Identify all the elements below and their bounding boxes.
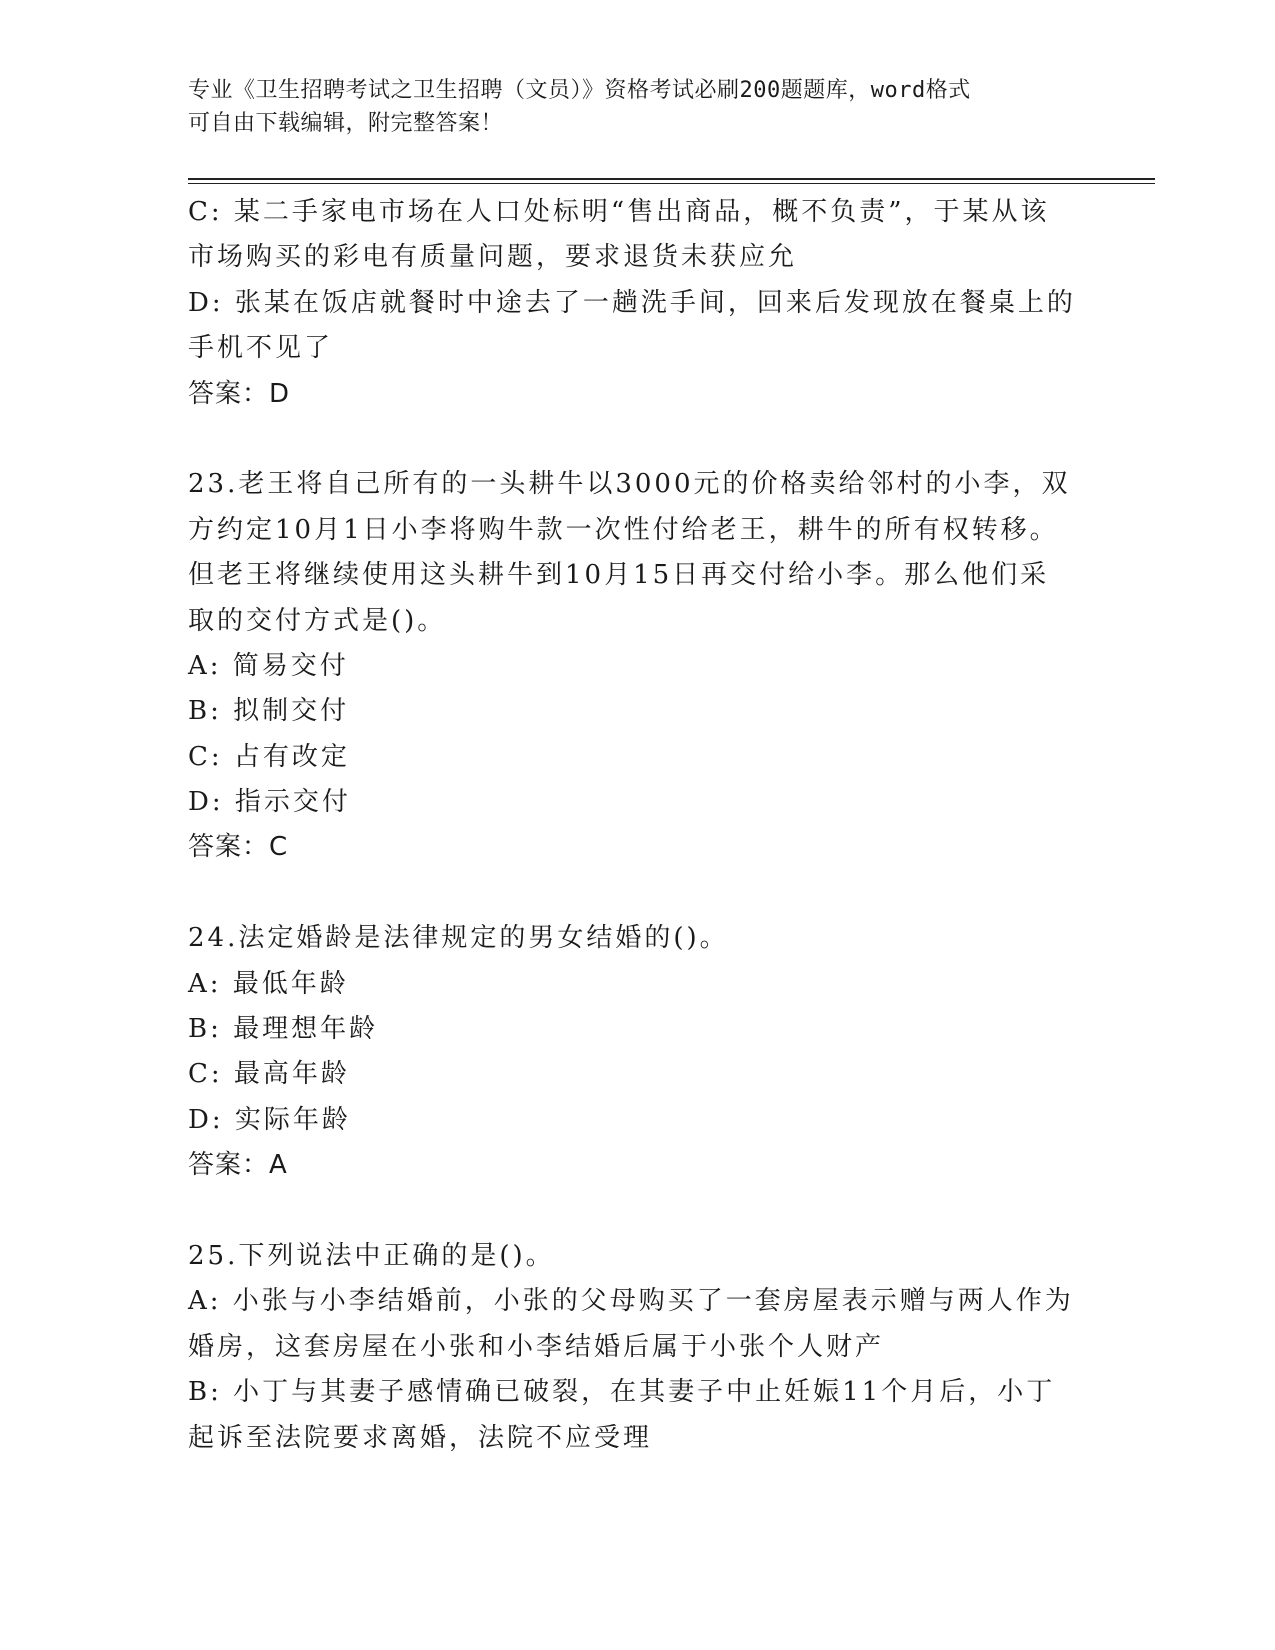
question-stem-cont: 但老王将继续使用这头耕牛到10月15日再交付给小李。那么他们采 (188, 560, 1050, 591)
question-22-continued (188, 190, 1088, 417)
question-stem: 23.老王将自己所有的一头耕牛以3000元的价格卖给邻村的小李，双 (188, 469, 1071, 500)
question-23 (188, 462, 1088, 871)
option-b-cont: 起诉至法院要求离婚，法院不应受理 (188, 1422, 653, 1453)
question-stem-cont: 取的交付方式是()。 (188, 605, 447, 636)
question-stem-cont: 方约定10月1日小李将购牛款一次性付给老王，耕牛的所有权转移。 (188, 514, 1059, 545)
option-a: A: 小张与小李结婚前，小张的父母购买了一套房屋表示赠与两人作为 (188, 1286, 1074, 1317)
option-b: B: 最理想年龄 (188, 1014, 379, 1045)
question-stem: 24.法定婚龄是法律规定的男女结婚的()。 (188, 923, 729, 954)
option-c: C: 占有改定 (188, 741, 350, 772)
document-body (188, 190, 1088, 1461)
option-b: B: 小丁与其妻子感情确已破裂，在其妻子中止妊娠11个月后，小丁 (188, 1377, 1056, 1408)
spacer (188, 871, 1088, 916)
option-d: D: 张某在饭店就餐时中途去了一趟洗手间，回来后发现放在餐桌上的 (188, 287, 1076, 318)
page-header (188, 74, 1088, 140)
header-line-2: 可自由下载编辑，附完整答案！ (188, 111, 504, 136)
answer-label: 答案：A (188, 1150, 288, 1181)
question-24 (188, 916, 1088, 1188)
option-d: D: 实际年龄 (188, 1104, 351, 1135)
question-stem: 25.下列说法中正确的是()。 (188, 1240, 555, 1271)
header-divider-thin (188, 183, 1155, 184)
option-a-cont: 婚房，这套房屋在小张和小李结婚后属于小张个人财产 (188, 1331, 885, 1362)
header-divider (188, 178, 1155, 180)
option-c: C: 某二手家电市场在人口处标明“售出商品，概不负责”，于某从该 (188, 197, 1050, 227)
spacer (188, 1189, 1088, 1234)
answer-label: 答案：C (188, 832, 289, 863)
option-d-cont: 手机不见了 (188, 333, 334, 364)
option-c: C: 最高年龄 (188, 1059, 350, 1090)
option-d: D: 指示交付 (188, 787, 351, 818)
spacer (188, 417, 1088, 462)
option-b: B: 拟制交付 (188, 696, 350, 727)
answer-label: 答案：D (188, 378, 291, 409)
option-a: A: 最低年龄 (188, 968, 349, 999)
question-25 (188, 1234, 1088, 1461)
header-line-1: 专业《卫生招聘考试之卫生招聘（文员）》资格考试必刷200题题库，word格式 (188, 78, 971, 103)
option-a: A: 简易交付 (188, 650, 349, 681)
option-c-cont: 市场购买的彩电有质量问题，要求退货未获应允 (188, 242, 798, 273)
